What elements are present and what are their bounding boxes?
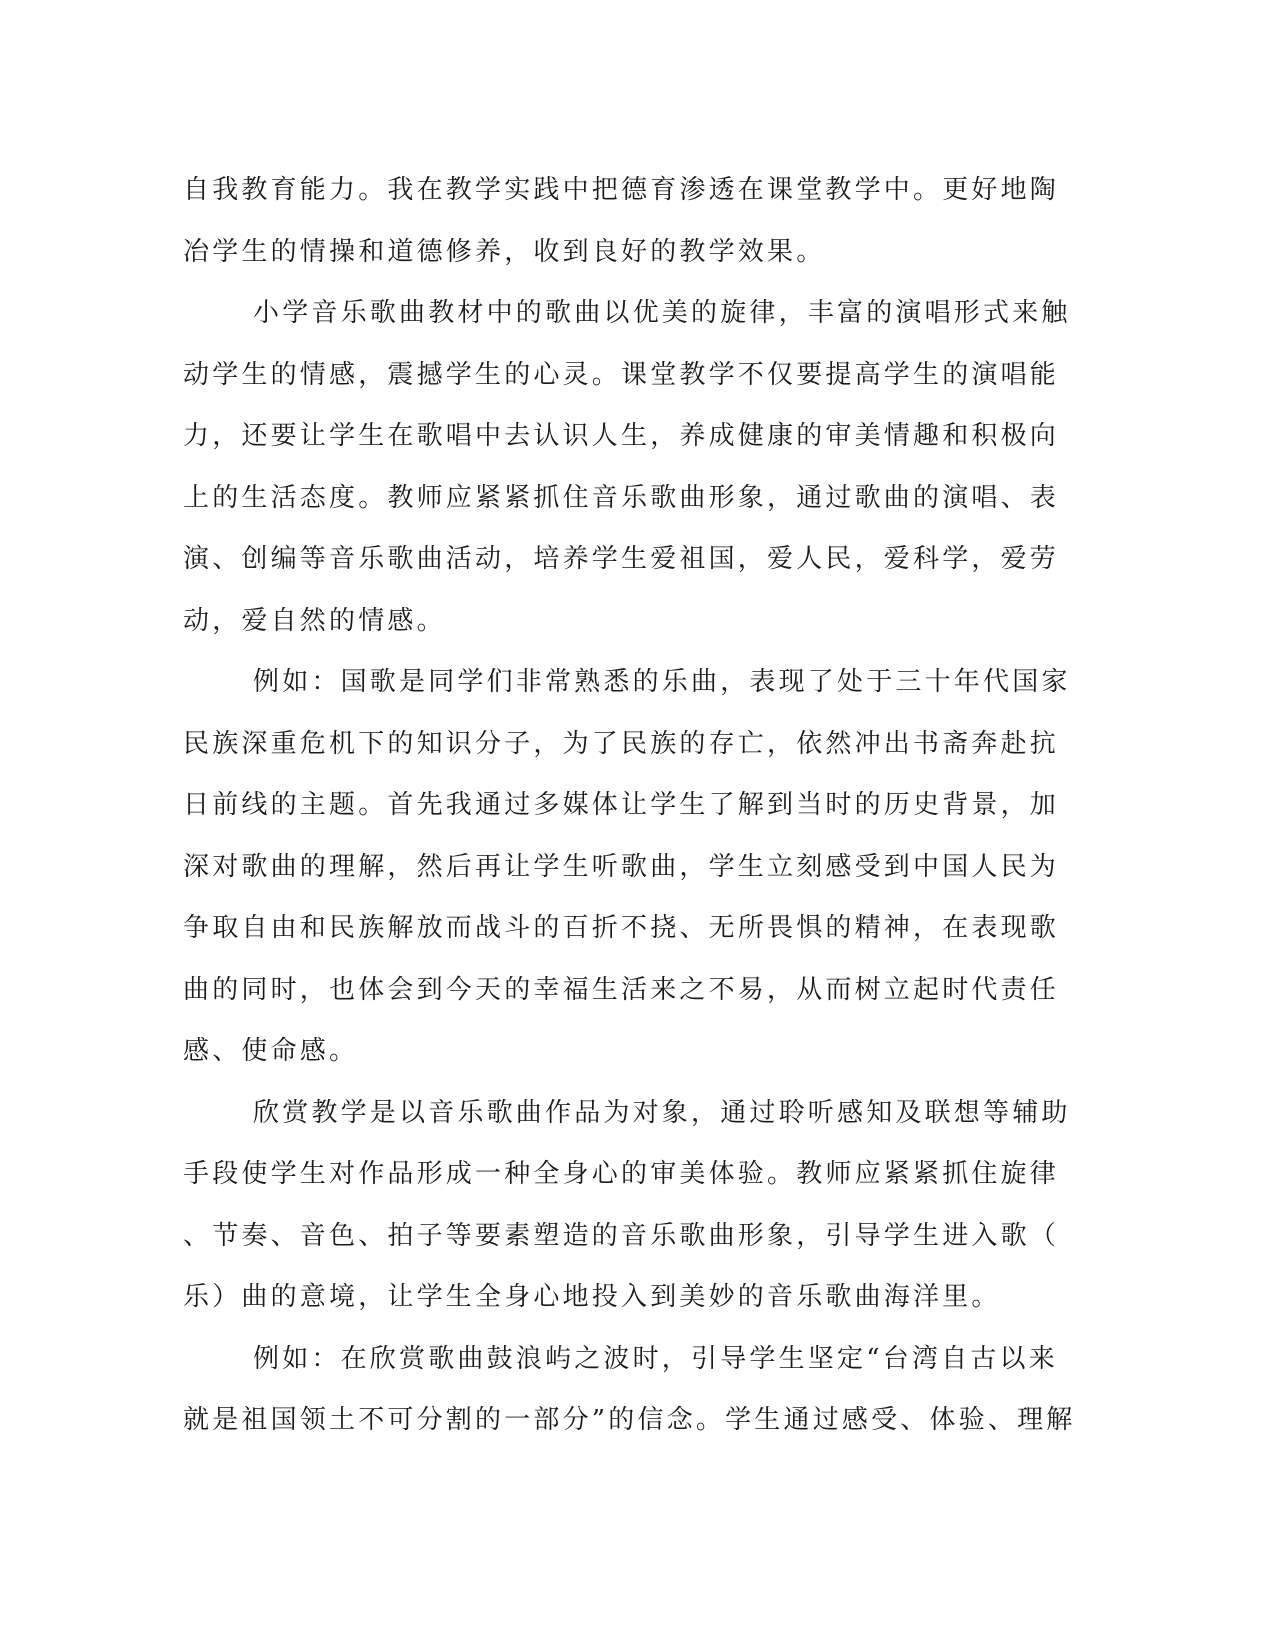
text-line: 感、使命感。	[183, 1036, 359, 1066]
text-line: 手段使学生对作品形成一种全身心的审美体验。教师应紧紧抓住旋律	[183, 1159, 1060, 1189]
text-line: 就是祖国领土不可分割的一部分”的信念。学生通过感受、体验、理解	[183, 1405, 1076, 1435]
text-line: 曲的同时，也体会到今天的幸福生活来之不易，从而树立起时代责任	[183, 974, 1060, 1005]
text-line: 演、创编等音乐歌曲活动，培养学生爱祖国，爱人民，爱科学，爱劳	[183, 544, 1060, 574]
text-line: 、节奏、音色、拍子等要素塑造的音乐歌曲形象，引导学生进入歌（	[183, 1220, 1060, 1251]
text-line: 深对歌曲的理解，然后再让学生听歌曲，学生立刻感受到中国人民为	[183, 851, 1060, 882]
text-line: 自我教育能力。我在教学实践中把德育渗透在课堂教学中。更好地陶	[183, 175, 1060, 205]
text-line: 动学生的情感，震撼学生的心灵。课堂教学不仅要提高学生的演唱能	[183, 359, 1060, 390]
text-line: 上的生活态度。教师应紧紧抓住音乐歌曲形象，通过歌曲的演唱、表	[183, 482, 1060, 513]
text-line: 日前线的主题。首先我通过多媒体让学生了解到当时的历史背景，加	[183, 790, 1060, 820]
text-line: 民族深重危机下的知识分子，为了民族的存亡，依然冲出书斋奔赴抗	[183, 728, 1060, 759]
text-line: 乐）曲的意境，让学生全身心地投入到美妙的音乐歌曲海洋里。	[183, 1282, 1001, 1312]
text-line: 动，爱自然的情感。	[183, 605, 446, 636]
text-line: 力，还要让学生在歌唱中去认识人生，养成健康的审美情趣和积极向	[183, 421, 1060, 451]
document-body	[183, 160, 1076, 1452]
paragraph-start-line: 小学音乐歌曲教材中的歌曲以优美的旋律，丰富的演唱形式来触	[253, 298, 1071, 328]
paragraph-start-line: 例如：在欣赏歌曲鼓浪屿之波时，引导学生坚定“台湾自古以来	[253, 1343, 1058, 1374]
paragraph-start-line: 例如：国歌是同学们非常熟悉的乐曲，表现了处于三十年代国家	[253, 667, 1071, 697]
text-line: 争取自由和民族解放而战斗的百折不挠、无所畏惧的精神，在表现歌	[183, 913, 1060, 943]
paragraph-start-line: 欣赏教学是以音乐歌曲作品为对象，通过聆听感知及联想等辅助	[253, 1097, 1071, 1128]
text-line: 冶学生的情操和道德修养，收到良好的教学效果。	[183, 236, 826, 267]
